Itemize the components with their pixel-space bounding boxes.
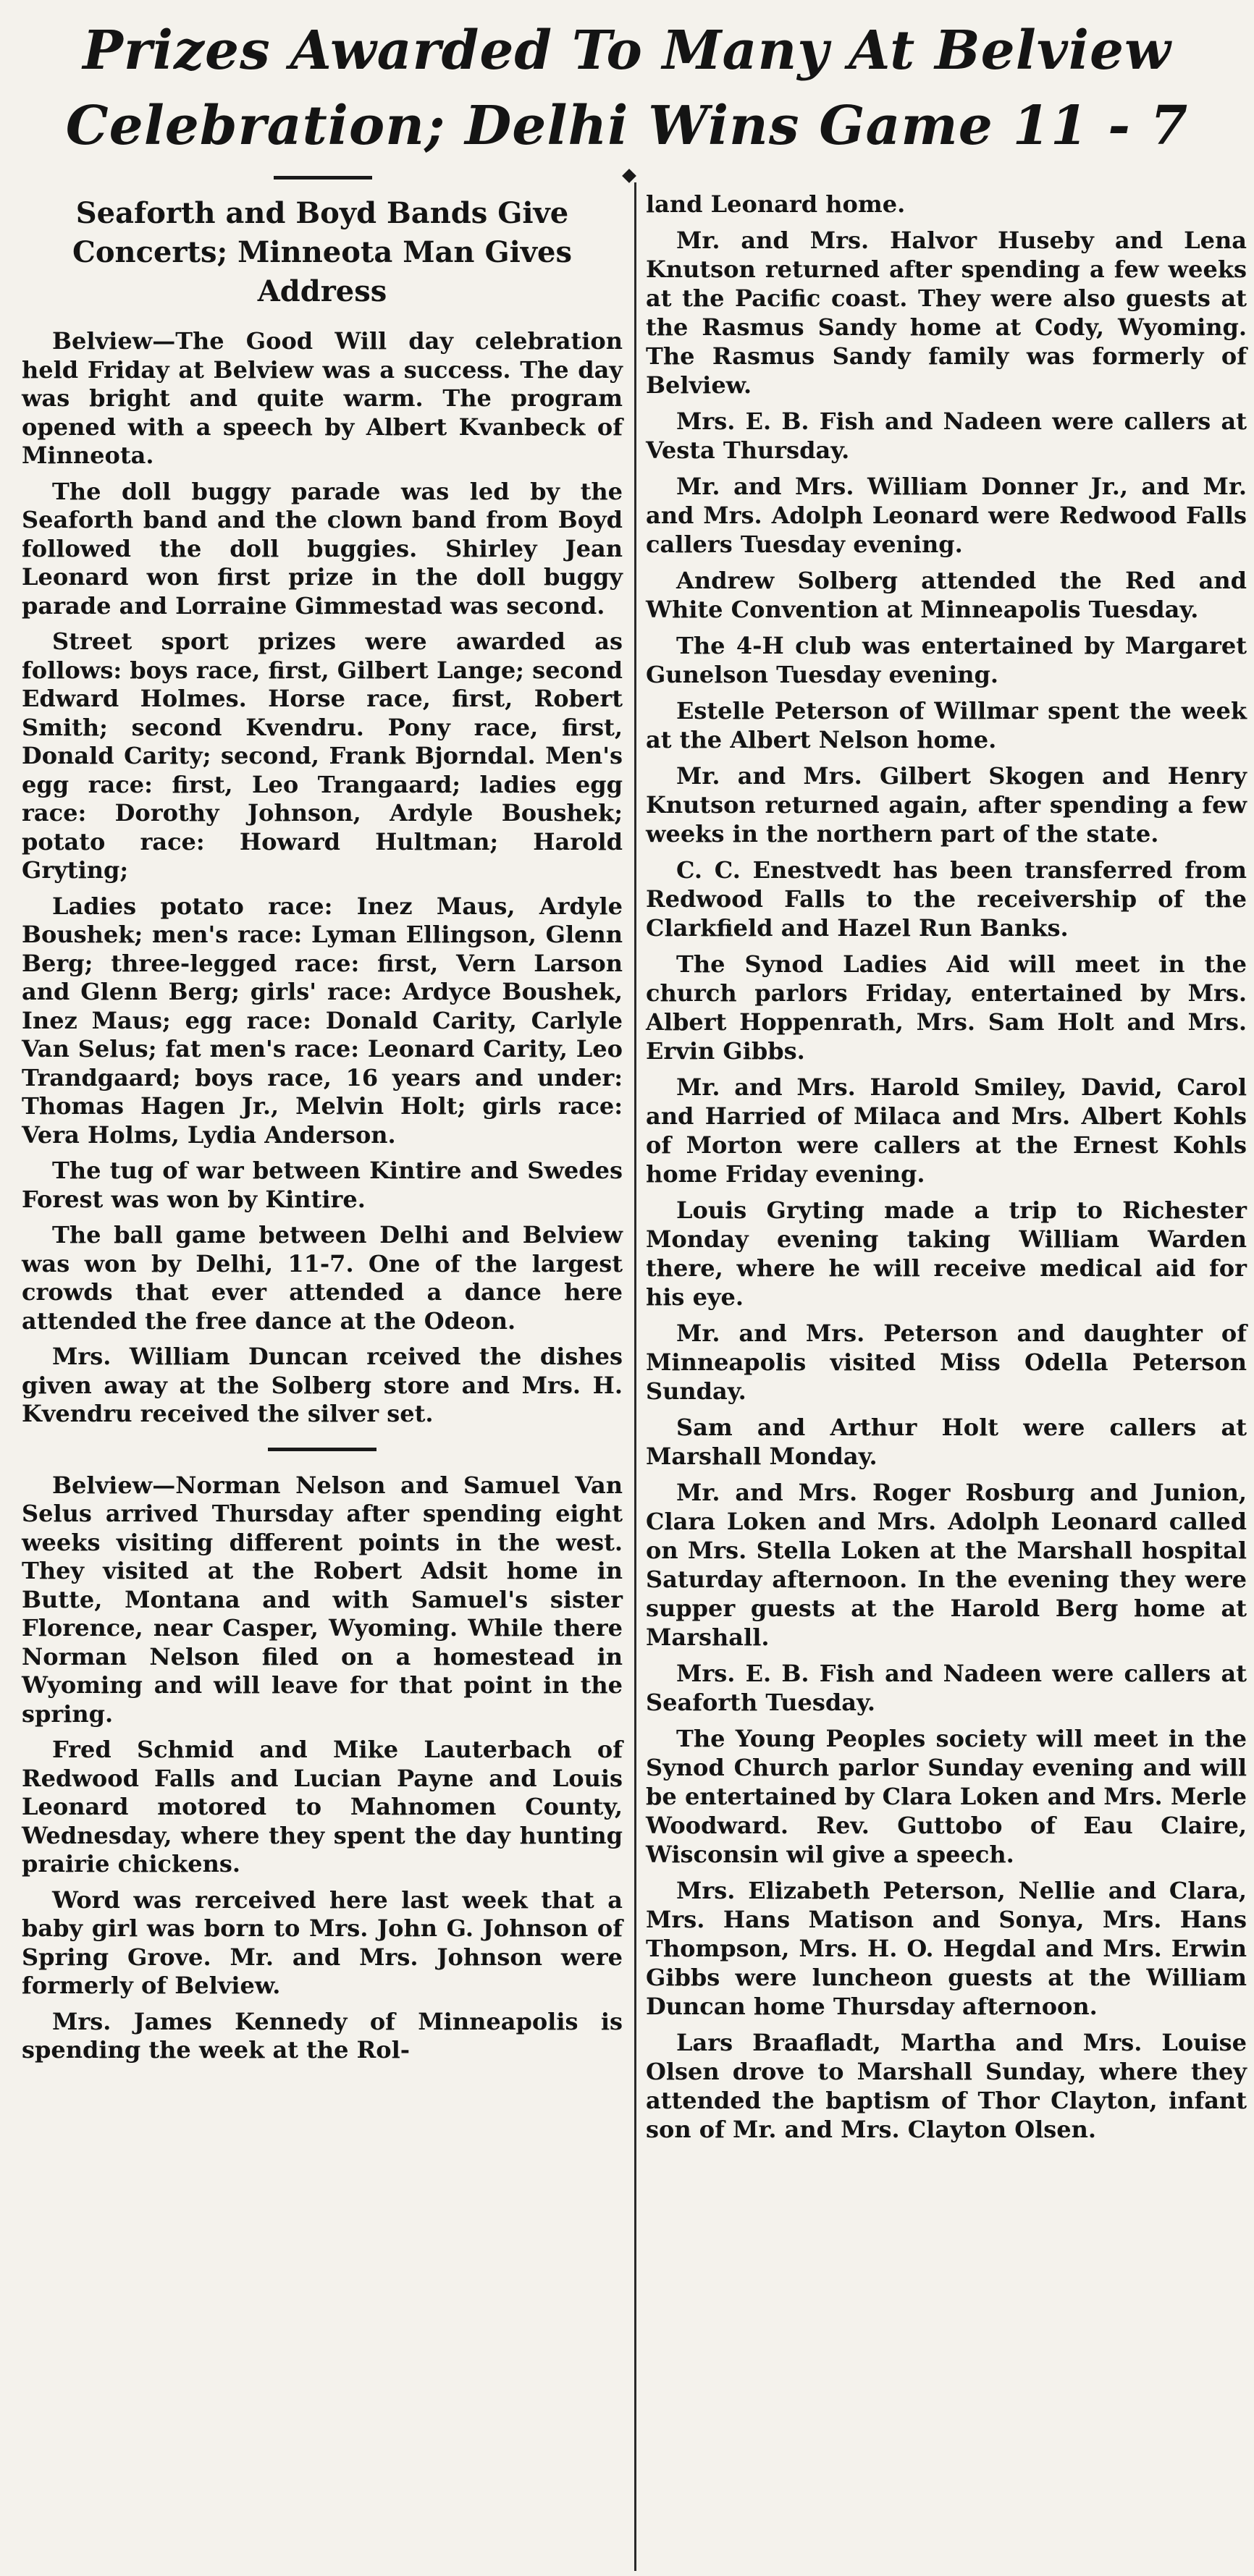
article-paragraph: The Young Peoples society will meet in the Synod Church parlor Sunday evening and will be entertained by Clara Loken and Mrs. Merle Woodward. Rev. Guttobo of Eau Claire, Wisconsin wil give a speech. [646,1725,1247,1868]
article-paragraph: Mr. and Mrs. William Donner Jr., and Mr. and Mrs. Adolph Leonard were Redwood Falls callers Tuesday evening. [646,473,1247,558]
article-paragraph: Ladies potato race: Inez Maus, Ardyle Boushek; men's race: Lyman Ellingson, Glenn Berg; three-legged race: first, Vern Larson and Glenn Berg; girls' race: Ardyce Boushek, Inez Maus; egg race: Donald Carity, Carlyle Van Selus; fat men's race: Leonard Carity, Leo Trandgaard; boys race, 16 years and under: Thomas Hagen Jr., Melvin Holt; girls race: Vera Holms, Lydia Anderson. [22,892,623,1149]
article-paragraph: Mrs. William Duncan rceived the dishes given away at the Solberg store and Mrs. H. Kvendru received the silver set. [22,1343,623,1427]
article-paragraph: Estelle Peterson of Willmar spent the week at the Albert Nelson home. [646,697,1247,753]
article-paragraph: Mr. and Mrs. Peterson and daughter of Minneapolis visited Miss Odella Peterson Sunday. [646,1319,1247,1405]
article-paragraph-continued: land Leonard home. [646,190,906,218]
article-paragraph: Mrs. James Kennedy of Minneapolis is spending the week at the Rol- [22,2007,623,2064]
article-paragraph: Andrew Solberg attended the Red and White Convention at Minneapolis Tuesday. [646,567,1247,623]
article-paragraph: The Synod Ladies Aid will meet in the church parlors Friday, entertained by Mrs. Albert Hoppenrath, Mrs. Sam Holt and Mrs. Ervin Gibbs. [646,950,1247,1065]
article-paragraph: The tug of war between Kintire and Swedes Forest was won by Kintire. [22,1157,623,1213]
article-paragraph: Lars Braafladt, Martha and Mrs. Louise Olsen drove to Marshall Sunday, where they attended the baptism of Thor Clayton, infant son of Mr. and Mrs. Clayton Olsen. [646,2029,1247,2143]
article-paragraph: C. C. Enestvedt has been transferred from Redwood Falls to the receivership of the Clarkfield and Hazel Run Banks. [646,856,1247,942]
article-paragraph: Mr. and Mrs. Gilbert Skogen and Henry Knutson returned again, after spending a few weeks in the northern part of the state. [646,762,1247,848]
article-paragraph: Fred Schmid and Mike Lauterbach of Redwood Falls and Lucian Payne and Louis Leonard motored to Mahnomen County, Wednesday, where they spent the day hunting prairie chickens. [22,1736,623,1878]
article-paragraph: Louis Gryting made a trip to Richester Monday evening taking William Warden there, where he will receive medical aid for his eye. [646,1196,1247,1311]
subheadline: Seaforth and Boyd Bands Give Concerts; Minneota Man Gives Address [72,196,573,308]
article-paragraph: Sam and Arthur Holt were callers at Marshall Monday. [646,1414,1247,1470]
headline: Prizes Awarded To Many At Belview Celebration; Delhi Wins Game 11 - 7 [65,20,1189,157]
article-paragraph: Mr. and Mrs. Roger Rosburg and Junion, Clara Loken and Mrs. Adolph Leonard called on Mrs. Stella Loken at the Marshall hospital Saturday afternoon. In the evening they were supper guests at the Harold Berg home at Marshall. [646,1479,1247,1651]
column-divider [634,182,636,2571]
left-column [22,190,623,2072]
article-paragraph: The 4-H club was entertained by Margaret Gunelson Tuesday evening. [646,632,1247,688]
article-paragraph: The doll buggy parade was led by the Seaforth band and the clown band from Boyd followed the doll buggies. Shirley Jean Leonard won first prize in the doll buggy parade and Lorraine Gimmestad was second. [22,477,623,620]
article-paragraph: Mrs. E. B. Fish and Nadeen were callers at Vesta Thursday. [646,407,1247,464]
article-paragraph: Mr. and Mrs. Halvor Huseby and Lena Knutson returned after spending a few weeks at the Pacific coast. They were also guests at the Rasmus Sandy home at Cody, Wyoming. The Rasmus Sandy family was formerly of Belview. [646,227,1247,399]
article-paragraph: Mrs. E. B. Fish and Nadeen were callers at Seaforth Tuesday. [646,1660,1247,1716]
headline-ornament [622,169,636,183]
article-paragraph: Word was rerceived here last week that a baby girl was born to Mrs. John G. Johnson of Spring Grove. Mr. and Mrs. Johnson were formerly of Belview. [22,1885,623,1999]
article-paragraph: Mrs. Elizabeth Peterson, Nellie and Clara, Mrs. Hans Matison and Sonya, Mrs. Hans Thompson, Mrs. H. O. Hegdal and Mrs. Erwin Gibbs were luncheon guests at the William Duncan home Thursday afternoon. [646,1877,1247,2020]
article-paragraph: The ball game between Delhi and Belview was won by Delhi, 11-7. One of the largest crowds that ever attended a dance here attended the free dance at the Odeon. [22,1221,623,1335]
article-paragraph: Street sport prizes were awarded as follows: boys race, first, Gilbert Lange; second Edward Holmes. Horse race, first, Robert Smith; second Kvendru. Pony race, first, Donald Carity; second, Frank Bjorndal. Men's egg race: first, Leo Trangaard; ladies egg race: Dorothy Johnson, Ardyle Boushek; potato race: Howard Hultman; Harold Gryting; [22,628,623,884]
article-separator-rule [268,1448,376,1451]
article-paragraph: Mr. and Mrs. Harold Smiley, David, Carol and Harried of Milaca and Mrs. Albert Kohls of Morton were callers at the Ernest Kohls home Friday evening. [646,1073,1247,1188]
headline-rule [274,176,372,180]
article-paragraph: Belview—The Good Will day celebration held Friday at Belview was a success. The day was bright and quite warm. The program opened with a speech by Albert Kvanbeck of Minneota. [22,327,623,469]
article-paragraph: Belview—Norman Nelson and Samuel Van Selus arrived Thursday after spending eight weeks visiting different points in the west. They visited at the Robert Adsit home in Butte, Montana and with Samuel's sister Florence, near Casper, Wyoming. While there Norman Nelson filed on a homestead in Wyoming and will leave for that point in the spring. [22,1471,623,1728]
right-column [646,190,1247,2151]
